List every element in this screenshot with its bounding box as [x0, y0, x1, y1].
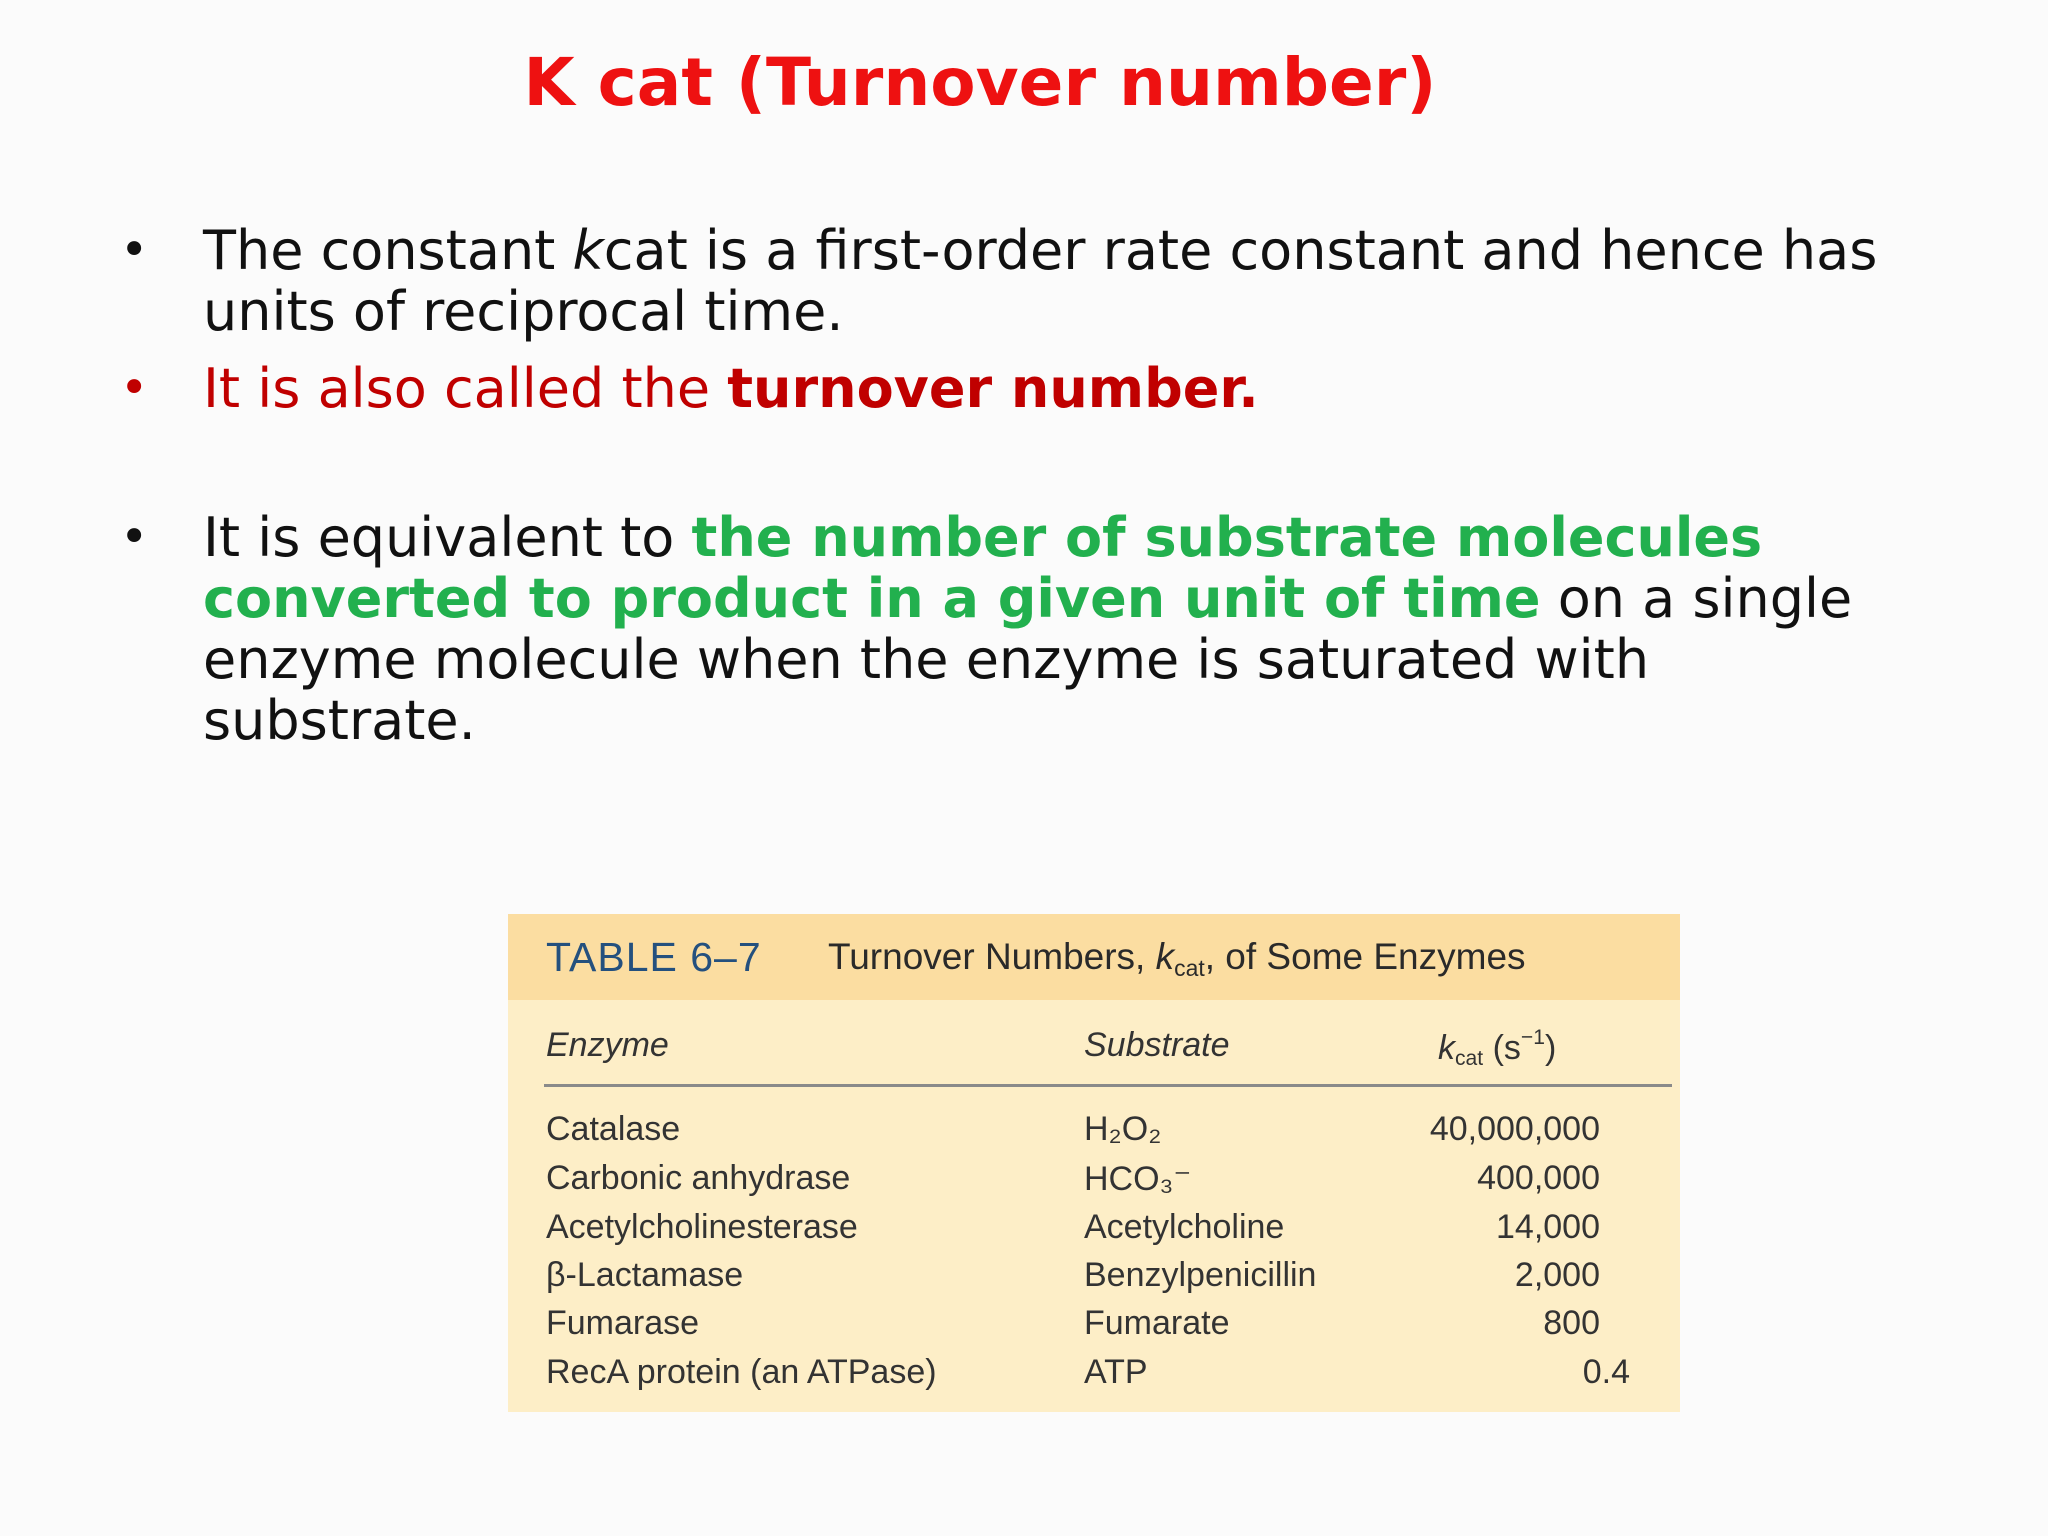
cell-substrate: Benzylpenicillin [1084, 1256, 1317, 1294]
bullet-turnover-number [120, 358, 1920, 419]
cell-substrate: HCO₃⁻ [1084, 1160, 1192, 1198]
table-label: TABLE 6–7 [546, 934, 762, 980]
caption-prefix: Turnover Numbers, [828, 936, 1156, 977]
table-row [508, 1304, 1680, 1352]
cell-enzyme: RecA protein (an ATPase) [546, 1353, 937, 1391]
cell-enzyme: Acetylcholinesterase [546, 1208, 858, 1246]
bullet-text-prefix: The constant [203, 219, 573, 282]
bullet-text-italic: k [572, 219, 604, 282]
header-divider [544, 1084, 1672, 1087]
cell-kcat: 0.4 [1582, 1353, 1630, 1391]
bullet-text-prefix: It is also called the [203, 357, 728, 420]
bullet-list [120, 220, 1920, 751]
kcat-sup: −1 [1520, 1026, 1545, 1049]
cell-kcat: 400,000 [1477, 1159, 1600, 1197]
bullet-dot: • [120, 222, 149, 278]
table-row [508, 1256, 1680, 1304]
table-row [508, 1208, 1680, 1256]
bullet-text-rest: on a single enzyme molecule when the enzyme is saturated with substrate. [203, 567, 1853, 752]
table-row [508, 1159, 1680, 1207]
cell-enzyme: Carbonic anhydrase [546, 1159, 851, 1197]
column-header-enzyme: Enzyme [546, 1026, 669, 1064]
cell-kcat: 14,000 [1496, 1208, 1600, 1246]
caption-sub: cat [1174, 954, 1205, 981]
bullet-text-rest: cat is a first-order rate constant and hence has units of reciprocal time. [203, 219, 1878, 343]
cell-substrate: H₂O₂ [1084, 1110, 1162, 1148]
cell-enzyme: Catalase [546, 1110, 681, 1148]
caption-suffix: , of Some Enzymes [1204, 936, 1526, 977]
turnover-table [508, 914, 1680, 1412]
kcat-k: k [1438, 1028, 1455, 1067]
kcat-unit: (s [1483, 1028, 1521, 1067]
cell-enzyme: β-Lactamase [546, 1256, 744, 1294]
bullet-kcat-definition [120, 220, 1920, 342]
cell-substrate: ATP [1084, 1353, 1148, 1391]
bullet-dot: • [120, 360, 149, 416]
caption-k: k [1155, 936, 1175, 977]
table-caption [828, 936, 1526, 982]
kcat-close: ) [1544, 1028, 1557, 1067]
bullet-text-highlight: the number of substrate molecules converted to product in a given unit of time [203, 506, 1763, 630]
bullet-text-prefix: It is equivalent to [203, 506, 692, 569]
kcat-sub: cat [1455, 1047, 1484, 1071]
table-row [508, 1110, 1680, 1158]
column-header-kcat [1438, 1026, 1556, 1071]
cell-substrate: Fumarate [1084, 1304, 1230, 1342]
bullet-dot: • [120, 509, 149, 565]
bullet-text-strong: turnover number. [727, 357, 1259, 420]
cell-kcat: 800 [1543, 1304, 1600, 1342]
column-header-substrate: Substrate [1084, 1026, 1230, 1064]
slide-title: K cat (Turnover number) [523, 44, 1437, 121]
bullet-equivalence [120, 507, 1920, 751]
cell-substrate: Acetylcholine [1084, 1208, 1285, 1246]
cell-kcat: 40,000,000 [1429, 1110, 1600, 1148]
cell-enzyme: Fumarase [546, 1304, 700, 1342]
cell-kcat: 2,000 [1514, 1256, 1600, 1294]
table-row [508, 1353, 1680, 1401]
